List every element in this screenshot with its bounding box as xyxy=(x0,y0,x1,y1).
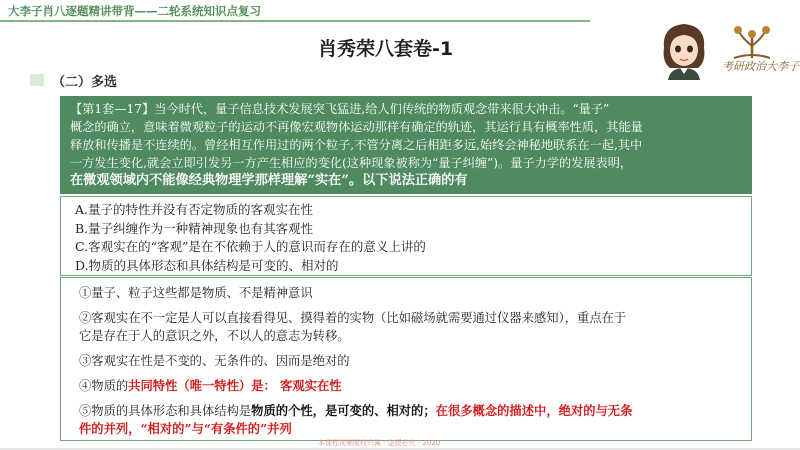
analysis-item-5-red-2: 件的并列，“相对的”与“有条件的”并列 xyxy=(79,421,292,436)
question-line: 释放和传播是不连续的。曾经相互作用过的两个粒子,不管分离之后相距多远,始终会神秘地联系在一起,其中 xyxy=(70,138,643,152)
analysis-item-4-prefix: ④物质的 xyxy=(79,379,129,393)
analysis-item-4 xyxy=(79,377,739,395)
option-c: C.客观实在的“客观”是在不依赖于人的意识而存在的意义上讲的 xyxy=(75,239,426,254)
analysis-item-2-line-1: ②客观实在不一定是人可以直接看得见、摸得着的实物（比如磁场就需要通过仪器来感知），重点在于 xyxy=(79,311,627,325)
question-stem xyxy=(60,96,752,194)
analysis-item-2-line-2: 它是存在于人的意识之外，不以人的意志为转移。 xyxy=(79,329,350,343)
course-title: 大李子肖八逐题精讲带背——二轮系统知识点复习 xyxy=(8,4,261,18)
logo-text: 考研政治大李子 xyxy=(722,60,799,73)
slide-title: 肖秀荣八套卷-1 xyxy=(318,38,454,60)
question-line: 一方发生变化,就会立即引发另一方产生相应的变化(这种现象被称为“量子纠缠”)。量子力学的发展表明， xyxy=(70,156,633,170)
teacher-avatar-icon xyxy=(650,18,718,80)
header-divider xyxy=(0,20,590,22)
option-d: D.物质的具体形态和具体结构是可变的、相对的 xyxy=(75,257,339,273)
options-list xyxy=(60,196,752,276)
analysis-item-5-bold: 物质的个性，是可变的、相对的； xyxy=(251,403,436,418)
header-bar xyxy=(0,0,800,20)
analysis-item-4-highlight: 共同特性（唯一特性）是： 客观实在性 xyxy=(128,378,342,393)
question-line: 在微观领域内不能像经典物理学那样理解“实在”。以下说法正确的有 xyxy=(70,173,468,188)
option-b: B.量子纠缠作为一种精神现象也有其客观性 xyxy=(75,220,314,236)
section-label: （二）多选 xyxy=(52,75,118,90)
analysis-item-1: ①量子、粒子这些都是物质、不是精神意识 xyxy=(79,286,313,300)
analysis-panel xyxy=(60,277,752,441)
watermark-text: 本课程视频版权归属 · 盗版必究 · 2020 xyxy=(318,439,441,447)
analysis-item-5-line-1 xyxy=(79,402,739,420)
question-line: 概念的确立，意味着微观粒子的运动不再像宏观物体运动那样有确定的轨迹，其运行具有概率性质，其能量 xyxy=(70,120,643,134)
section-bullet-icon xyxy=(30,74,44,86)
option-a: A.量子的特性并没有否定物质的客观实在性 xyxy=(75,202,314,217)
section-heading xyxy=(30,70,150,90)
analysis-item-3: ③客观实在性是不变的、无条件的、因而是绝对的 xyxy=(79,354,350,368)
question-line: 【第1套—17】当今时代，量子信息技术发展突飞猛进,给人们传统的物质观念带来很大冲击。“量子” xyxy=(70,102,610,116)
analysis-item-5-prefix: ⑤物质的具体形态和具体结构是 xyxy=(79,404,252,418)
analysis-item-5-red-1: 在很多概念的描述中，绝对的与无条 xyxy=(435,403,633,418)
